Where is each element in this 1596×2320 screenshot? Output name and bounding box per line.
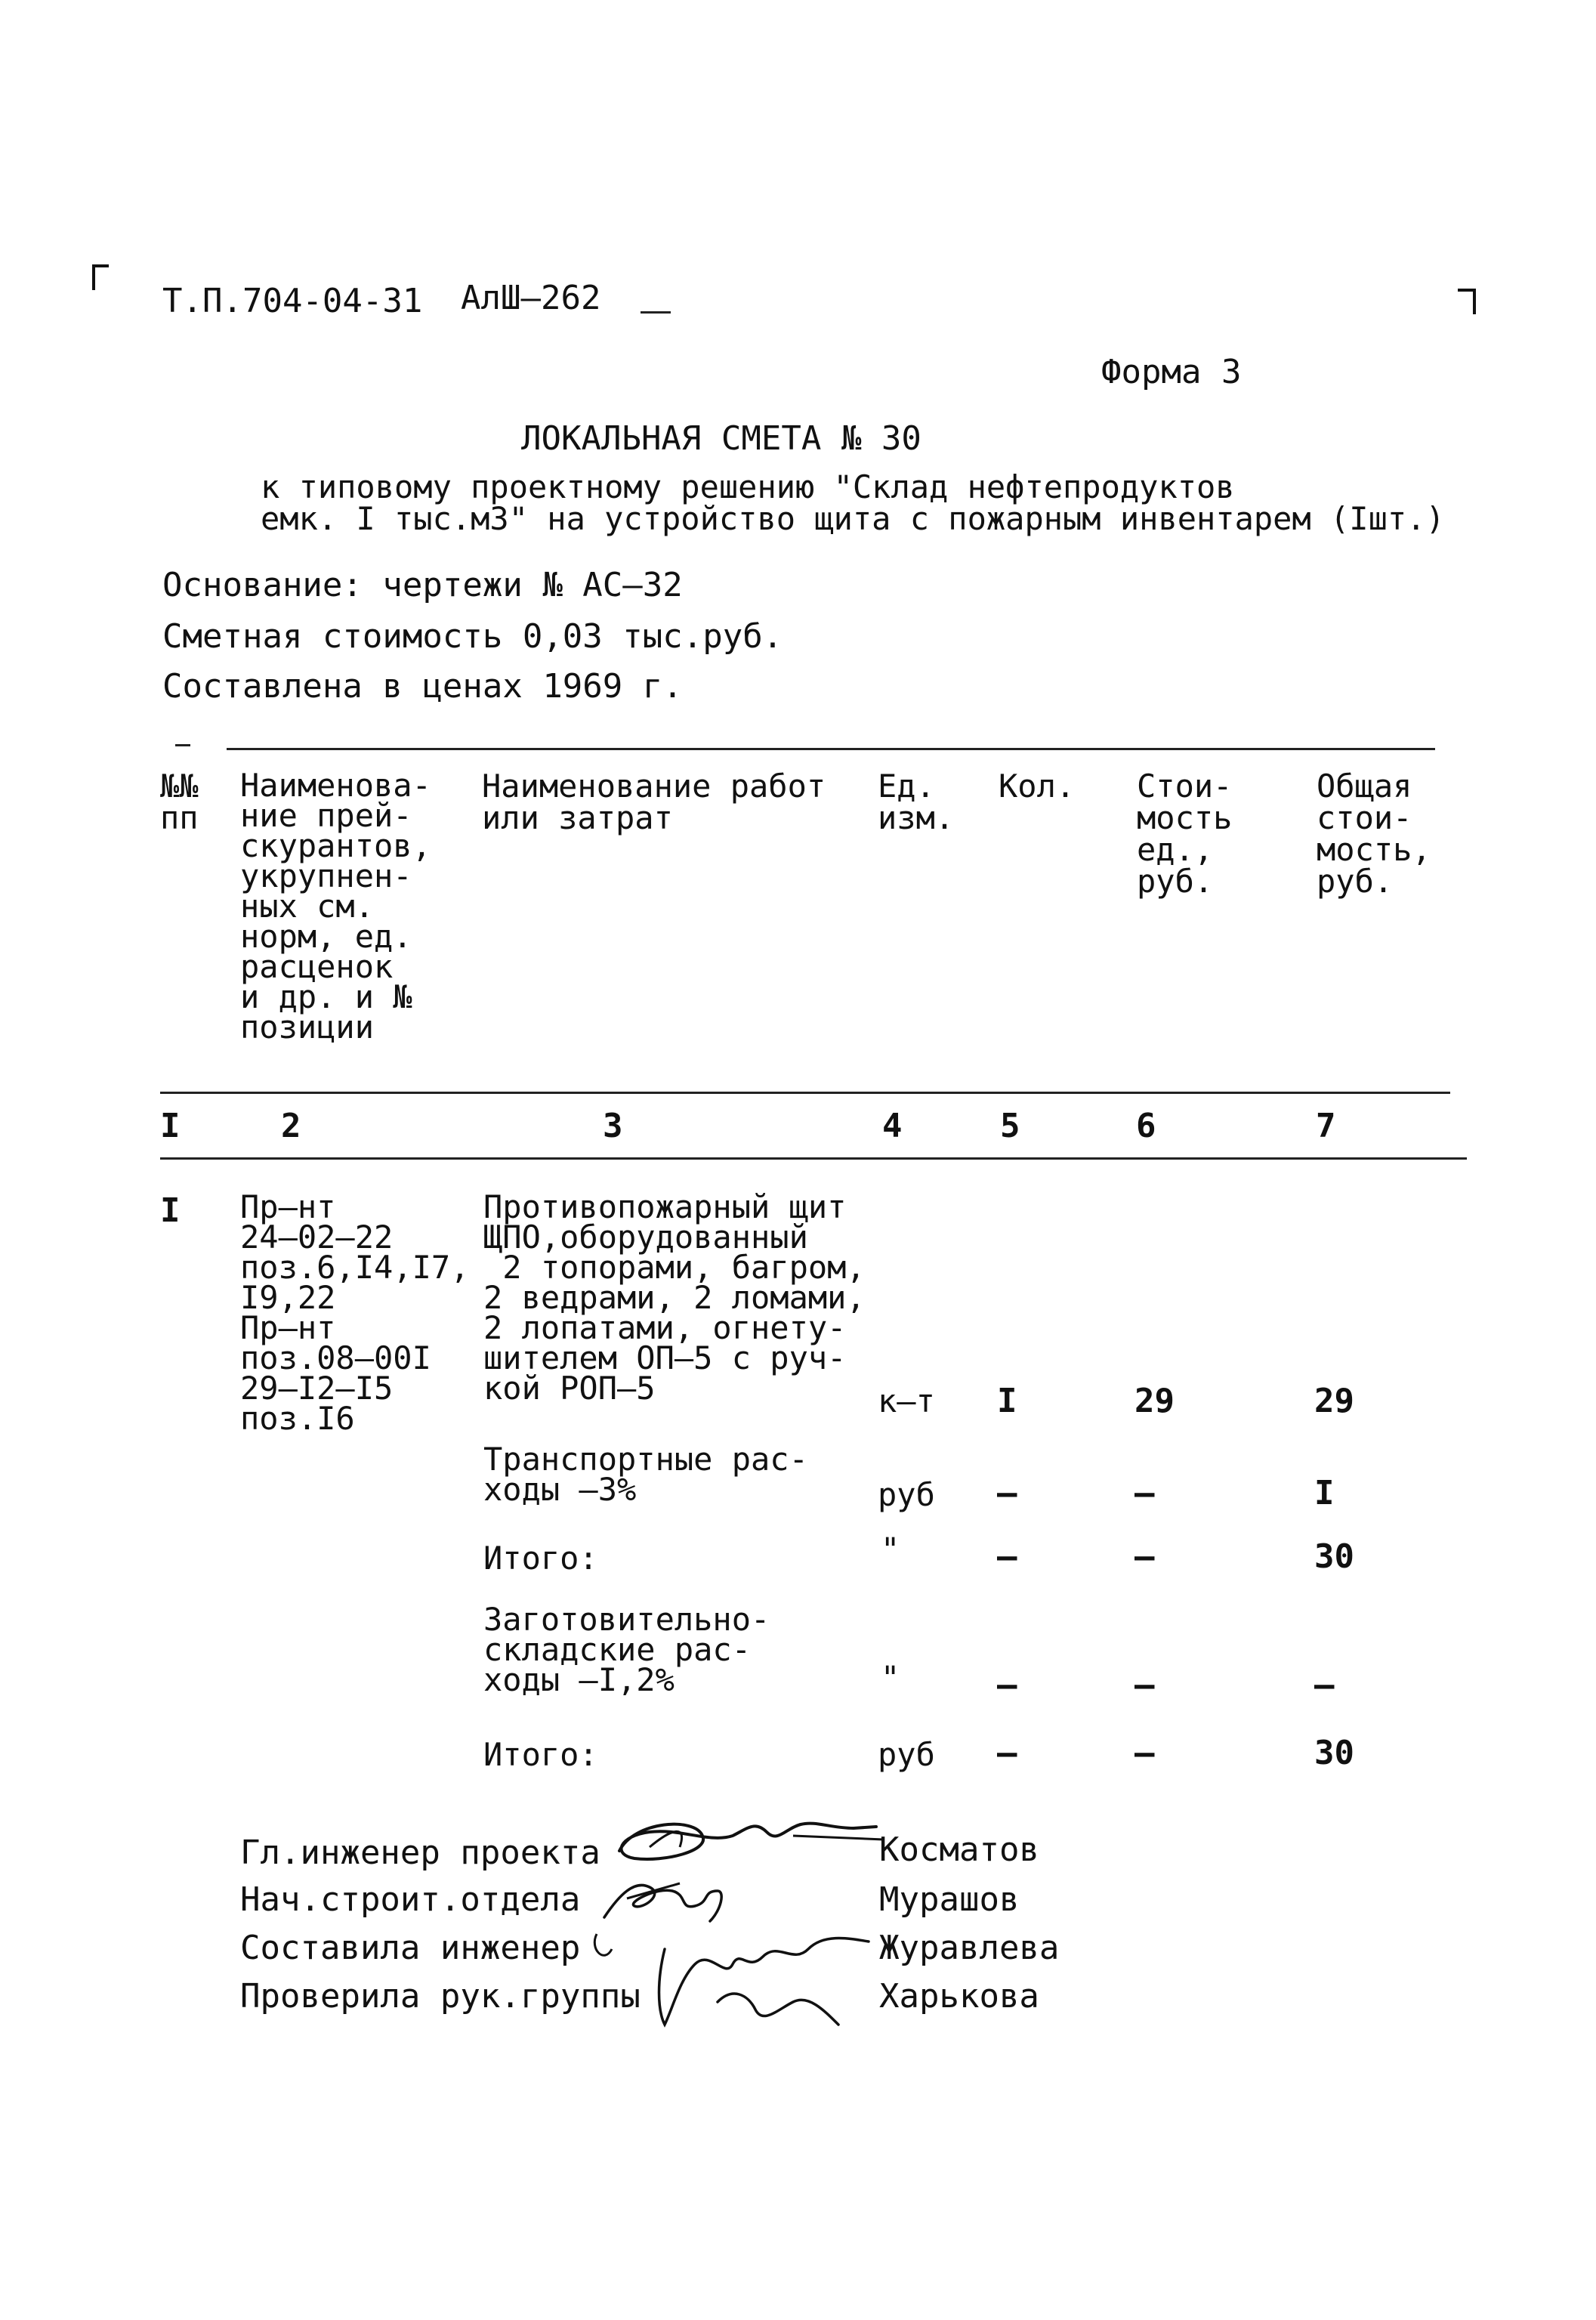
header-total-cost: Общая стои- мость, руб. (1317, 768, 1431, 900)
subtitle-line-2: емк. I тыс.м3" на устройство щита с пожарным инвентарем (Iшт.) (261, 500, 1445, 537)
total-cost: I (1314, 1474, 1335, 1512)
header-quantity: Кол. (999, 768, 1076, 805)
unit: руб (878, 1736, 935, 1773)
header-work-name: Наименование работ или затрат (482, 768, 826, 836)
corner-mark-top-left (92, 264, 109, 290)
unit: к–т (878, 1382, 935, 1419)
total-cost: 30 (1314, 1734, 1354, 1772)
handwritten-signature-1 (604, 1806, 891, 1874)
unit-cost: – (1134, 1666, 1155, 1704)
quantity: – (997, 1474, 1017, 1512)
signature-role: Составила инженер (240, 1929, 581, 1967)
prices-year-line: Составлена в ценах 1969 г. (162, 667, 683, 706)
quantity: I (997, 1382, 1017, 1420)
signature-name: Мурашов (879, 1880, 1020, 1919)
basis-line: Основание: чертежи № АС–32 (162, 566, 683, 604)
album-code: АлШ–262 (461, 279, 601, 317)
page-title: ЛОКАЛЬНАЯ СМЕТА № 30 (521, 419, 921, 458)
work-name: Итого: (483, 1540, 598, 1577)
header-unit: Ед. изм. (878, 768, 955, 836)
signature-role: Гл.инженер проекта (240, 1833, 600, 1872)
column-number-2: 2 (281, 1107, 301, 1145)
unit: " (881, 1531, 900, 1568)
unit-cost: – (1134, 1537, 1155, 1576)
unit: руб (878, 1476, 935, 1513)
total-cost: 30 (1314, 1537, 1354, 1576)
corner-mark-top-right (1458, 289, 1476, 314)
handwritten-signature-3 (582, 1919, 884, 2040)
quantity: – (997, 1666, 1017, 1704)
table-top-rule-tick (175, 744, 190, 746)
estimated-cost-line: Сметная стоимость 0,03 тыс.руб. (162, 617, 783, 656)
work-name: Итого: (483, 1736, 598, 1773)
signature-role: Проверила рук.группы (240, 1977, 641, 2016)
header-bottom-rule (160, 1092, 1450, 1094)
pricelist-reference: Пр–нт 24–02–22 поз.6,I4,I7, I9,22 Пр–нт поз.08–00I 29–I2–I5 поз.I6 (240, 1188, 470, 1437)
column-number-5: 5 (1000, 1107, 1020, 1145)
quantity: – (997, 1734, 1017, 1772)
column-number-4: 4 (882, 1107, 903, 1145)
work-name: Заготовительно- складские рас- ходы –I,2% (483, 1601, 770, 1698)
column-number-7: 7 (1316, 1107, 1336, 1145)
subtitle-line-1: к типовому проектному решению "Склад нефтепродуктов (261, 468, 1235, 505)
unit-cost: 29 (1134, 1382, 1175, 1420)
unit: " (881, 1659, 900, 1696)
form-label: Форма 3 (1101, 353, 1242, 391)
header-dash (641, 311, 671, 314)
column-numbers-rule (160, 1157, 1467, 1160)
signature-name: Харькова (879, 1977, 1039, 2016)
column-number-1: I (160, 1107, 181, 1145)
unit-cost: – (1134, 1734, 1155, 1772)
work-name: Транспортные рас- ходы –3% (483, 1441, 808, 1508)
table-top-rule (227, 748, 1435, 750)
total-cost: 29 (1314, 1382, 1354, 1420)
header-row-number: №№ пп (160, 768, 199, 836)
signature-name: Косматов (879, 1830, 1039, 1869)
signature-name: Журавлева (879, 1929, 1060, 1967)
header-pricelist: Наименова- ние прей- скурантов, укрупнен- ных см. норм, ед. расценок и др. и № позиции (240, 767, 431, 1046)
document-code: Т.П.704-04-31 (162, 282, 423, 320)
column-number-3: 3 (603, 1107, 623, 1145)
quantity: – (997, 1537, 1017, 1576)
column-number-6: 6 (1136, 1107, 1156, 1145)
work-name: Противопожарный щит ЩПО,оборудованный 2 топорами, багром, 2 ведрами, 2 ломами, 2 лопатами, огнету- шителем ОП–5 с руч- кой РОП–5 (483, 1188, 866, 1407)
signature-role: Нач.строит.отдела (240, 1880, 581, 1919)
unit-cost: – (1134, 1474, 1155, 1512)
row-number: I (160, 1191, 181, 1230)
total-cost: – (1314, 1666, 1335, 1704)
header-unit-cost: Стои- мость ед., руб. (1137, 768, 1233, 900)
